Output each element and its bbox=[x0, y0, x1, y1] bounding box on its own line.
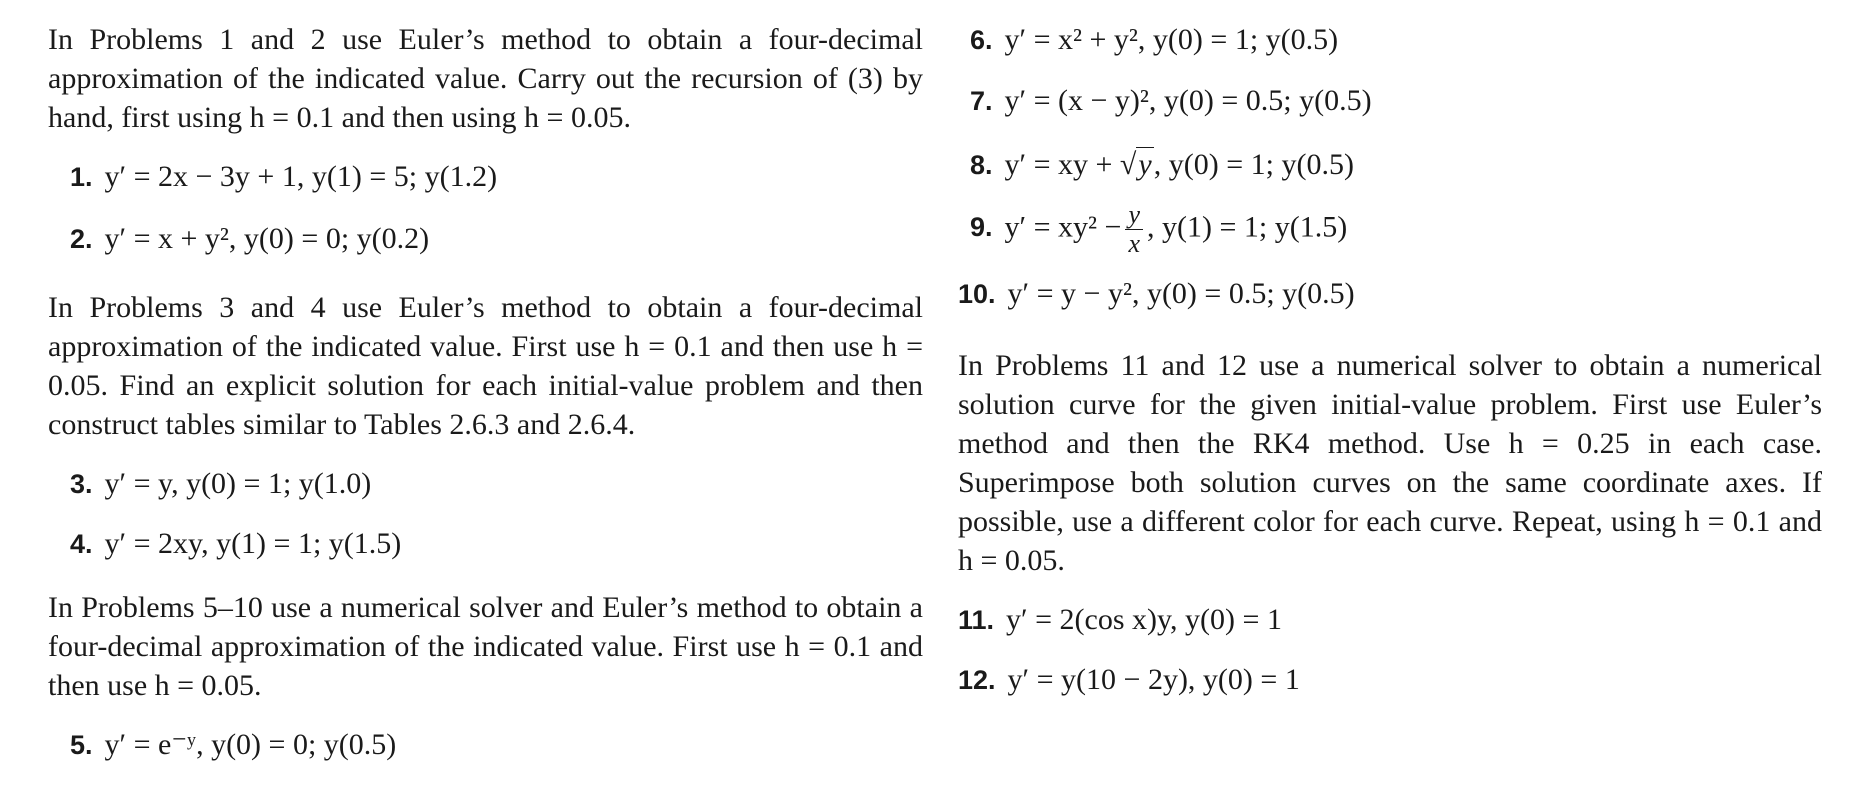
problem-5 bbox=[48, 725, 923, 765]
problem-number: 6. bbox=[970, 25, 993, 55]
problem-equation: y′ = x² + y², y(0) = 1; y(0.5) bbox=[1004, 23, 1339, 56]
problem-equation: y′ = (x − y)², y(0) = 0.5; y(0.5) bbox=[1004, 84, 1372, 117]
problem-equation: y′ = 2xy, y(1) = 1; y(1.5) bbox=[104, 527, 402, 560]
problem-equation: y′ = x + y², y(0) = 0; y(0.2) bbox=[104, 222, 430, 255]
problem-number: 2. bbox=[70, 224, 93, 254]
instructions-problems-3-4: In Problems 3 and 4 use Euler’s method to obtain a four-decimal approximation of the indicated value. First use h = 0.1 and then use h = 0.05. Find an explicit solution for each initial-value problem and then construct tables similar to Tables 2.6.3 and 2.6.4. bbox=[48, 291, 923, 441]
problem-number: 3. bbox=[70, 469, 93, 499]
problem-number: 8. bbox=[970, 150, 993, 180]
instructions-problems-5-10: In Problems 5–10 use a numerical solver and Euler’s method to obtain a four-decimal approximation of the indicated value. First use h = 0.1 and then use h = 0.05. bbox=[48, 591, 923, 702]
problem-number: 12. bbox=[958, 665, 996, 695]
problem-4 bbox=[48, 524, 923, 564]
right-column bbox=[958, 20, 1822, 700]
problem-9 bbox=[970, 201, 1822, 258]
problem-number: 9. bbox=[970, 212, 993, 243]
problem-equation: y′ = xy² − bbox=[1004, 210, 1122, 244]
problem-equation: y′ = 2(cos x)y, y(0) = 1 bbox=[1006, 603, 1282, 636]
problem-number: 4. bbox=[70, 529, 93, 559]
problem-3 bbox=[48, 464, 923, 504]
fraction-numerator: y bbox=[1125, 201, 1143, 230]
problem-equation: y′ = e⁻ʸ, y(0) = 0; y(0.5) bbox=[104, 728, 397, 761]
problem-10 bbox=[958, 274, 1822, 314]
problem-1 bbox=[48, 157, 923, 197]
problem-11 bbox=[958, 600, 1822, 640]
problem-equation: y′ = y − y², y(0) = 0.5; y(0.5) bbox=[1007, 277, 1355, 310]
problem-condition: , y(0) = 1; y(0.5) bbox=[1153, 148, 1354, 181]
fraction bbox=[1125, 201, 1143, 258]
problem-equation: y′ = y, y(0) = 1; y(1.0) bbox=[104, 467, 372, 500]
problem-equation: y′ = y(10 − 2y), y(0) = 1 bbox=[1007, 663, 1300, 696]
problem-number: 10. bbox=[958, 279, 996, 309]
problem-equation: y′ = 2x − 3y + 1, y(1) = 5; y(1.2) bbox=[104, 160, 498, 193]
instructions-problems-1-2: In Problems 1 and 2 use Euler’s method to obtain a four-decimal approximation of the indicated value. Carry out the recursion of (3) by hand, first using h = 0.1 and then using h = 0.05. bbox=[48, 23, 923, 134]
instructions-problems-11-12: In Problems 11 and 12 use a numerical solver to obtain a numerical solution curve for the given initial-value problem. First use Euler’s method and then the RK4 method. Use h = 0.25 in each case. Superimpose both solution curves on the same coordinate axes. If possible, use a different color for each curve. Repeat, using h = 0.1 and h = 0.05. bbox=[958, 349, 1822, 577]
fraction-denominator: x bbox=[1128, 229, 1140, 258]
problem-8 bbox=[970, 145, 1822, 185]
problem-number: 5. bbox=[70, 730, 93, 760]
problem-number: 1. bbox=[70, 162, 93, 192]
problem-6 bbox=[970, 20, 1822, 60]
radicand: y bbox=[1138, 148, 1152, 181]
problem-12 bbox=[958, 660, 1822, 700]
problem-condition: , y(1) = 1; y(1.5) bbox=[1146, 210, 1348, 244]
problem-7 bbox=[970, 81, 1822, 121]
problem-number: 11. bbox=[958, 605, 995, 635]
problem-equation: y′ = xy + √ bbox=[1004, 148, 1137, 181]
left-column bbox=[48, 20, 923, 765]
square-root bbox=[1136, 145, 1153, 184]
problem-2 bbox=[48, 219, 923, 259]
problem-number: 7. bbox=[970, 86, 993, 116]
